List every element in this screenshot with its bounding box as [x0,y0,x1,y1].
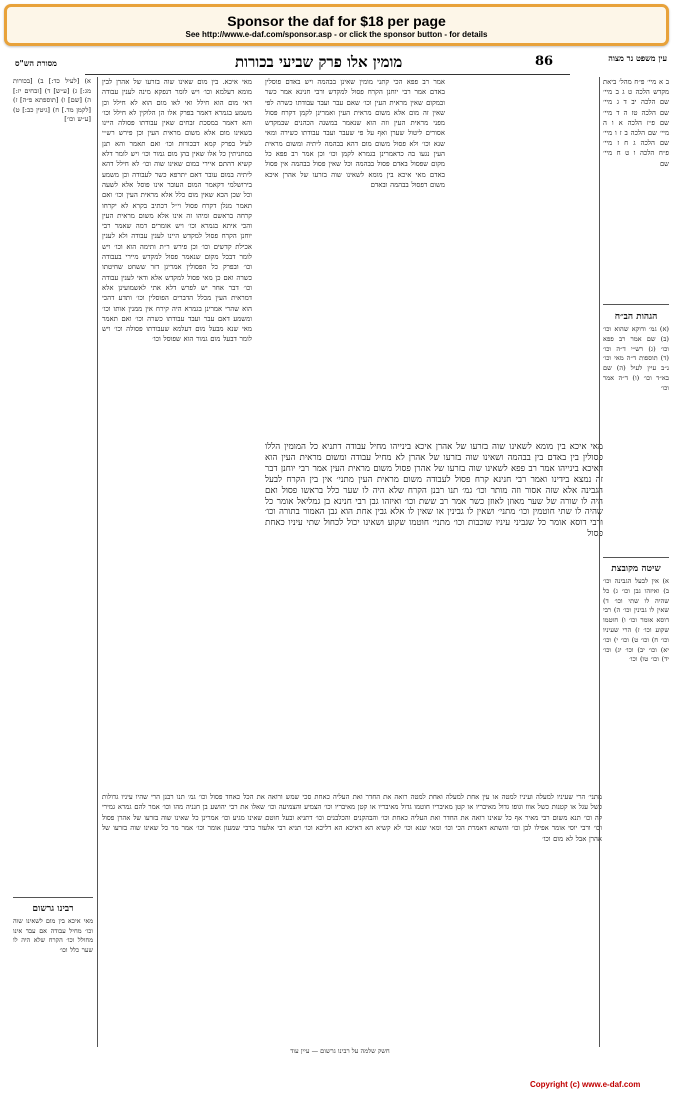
rashi-text: אמר רב פפא הכי קתני מומין שאינן בבהמה ויש באדם פוסלין באדם אמר רבי יוחנן הקרח פסול למקדש ורבי חנינא אמר כשר ובמקום שאין מראית העין וכו׳ שאם עבר ועבד עבודתו כשרה לפי שאין זה מום אלא משום מראית העין ואמרינן לקמן דקרח פסול מפני מראית העין וזה הוא שנאמר במשנה הכהנים שבמקדש אסורים ליטול שערן ואף על פי שעבר ועבד עבודתו כשירה ומאי שנא וכו׳ ולא פסול משום מום דהא בבהמה ליתיה ומשום מראית העין נגעו בה כדאמרינן בגמרא לקמן וכו׳ וכן אמר רב פפא כל מקום שפסול באדם פסול בבהמה וכל שאין פסול בבהמה אין פסול באדם מאי איכא בין מומא לשאינו שוה בזרעו של אהרן איכא משום דפסול בבהמה ובאדם [265,78,445,189]
header-rule [85,74,570,75]
section-divider [13,897,93,898]
tosafot-text: מאי איכא. בין מום שאינו שוה בזרעו של אהרן לבין מומא דעלמא וכו׳ ויש לומר דנפקא מינה לענין עבודה דאי מום הוא חילל ואי לאו מום הוא לא חילל וכן משמע בגמרא דאמר בפרק אלו הן הלוקין לא חילל וכו׳ והא דאמר במסכת זבחים שאין עבודתו פסולה היינו בשאינו מום אלא משום מראית העין וכן פירש רש״י לעיל בפרק קמא דבכורות וכו׳ ואם תאמר והא תנן במתניתין כל אלו שאין בהן מום גמור וכו׳ ויש לומר דלא קשיא דהתם איירי במום שאינו שוה וכו׳ לא חילל דהא ליתיה במום עובר דאם יתרפא כשר לעבודה וכן משמע בירושלמי דקאמר המום העובר אינו פוסל אלא לשעה וכל שכן הכא שאין מום כלל אלא מראית העין וכו׳ ואם תאמר מנלן דקרח פסול וי״ל דכתיב בקרא לא יקרחו קרחה בראשם ומיהו זה אינו אלא משום מראית העין והכי איתא בגמרא וכו׳ ויש אומרים דמה שאמר רבי יוחנן הקרח פסול למקדש היינו לענין עבודה ולא לענין אכילת קדשים וכו׳ וכן פירש ר״ת ותימה הוא וכו׳ ויש לומר דבכל מקום שנאמר פסול למקדש מיירי בעבודה וכו׳ ובפרק כל הפסולין אמרינן דזר ששחט שחיטתו כשרה ואם כן מאי פסול למקדש אלא ודאי לענין עבודה וכו׳ דבר אחר יש לפרש דלא אתי לאשמועינן אלא דמראית העין מכלל הדברים הפוסלין וכו׳ ותדע דהכי הוא שהרי אמרינן בגמרא היה קירח אין ממנין אותו וכו׳ ומשמע דאם עבר ועבד עבודתו כשרה וכו׳ ואם תאמר מאי שנא מבעל מום דעלמא שעבודתו פסולה וכו׳ ויש לומר דבעל מום גמור הוא שפוסל וכו׳ [102,78,252,344]
page-title: מומין אלו פרק שביעי בכורות [235,53,403,71]
rg-title: רבינו גרשום [32,904,74,914]
gemara-column [265,442,603,787]
ein-mishpat-text: ב א מיי׳ פ״ח מהל׳ ביאת מקדש הלכה ט ג ב מיי׳ שם הלכה יב ד ג מיי׳ שם הלכה טז ה ד מיי׳ שם פ״ז הלכה א ו ה מיי׳ שם הלכה ב ז ו מיי׳ שם הלכה ג ח ז מיי׳ פ״ח הלכה ו ט ח מיי׳ שם [603,78,669,168]
column-divider [599,77,600,1047]
shita-title: שיטה מקובצת [611,564,661,574]
column-divider [97,77,98,1047]
section-divider [603,304,669,305]
page-header [5,52,670,74]
hagahot-title: הגהות הב״ח [614,312,658,322]
rashi-column [265,77,445,432]
section-divider [603,557,669,558]
commentary-bottom [102,792,602,1047]
sponsor-title[interactable]: Sponsor the daf for $18 per page [227,13,446,29]
footnote: חשק שלמה על רבינו גרשום — עיין עוד [290,1047,390,1055]
talmud-page [5,52,670,1074]
mesoret-column [13,77,91,697]
shita-column [603,562,669,1042]
sponsor-banner[interactable] [4,4,669,46]
left-header: מסורת הש"ס [15,58,57,68]
rg-text: מאי איכא בין מום לשאינו שוה וכו׳ מחיל עבודה אם עבד אינו מחולל וכו׳ הקרח שלא היה לו שער כלל וכו׳ [13,917,93,954]
hagahot-column [603,310,669,555]
page-number: 86 [535,54,554,69]
copyright-text[interactable]: Copyright (c) www.e-daf.com [530,1080,641,1089]
mesoret-text: א) [לעיל כד:] ב) [בכורות מג:] ג) [ע״ש] ד) [זבחים יז:] ה) [שם] ו) [תוספתא פ״ה] ז) [לקמן מד.] ח) [גיטין כב:] ט) [ע״ש וכו׳] [13,77,91,124]
sponsor-subtitle[interactable]: See http://www.e-daf.com/sponsor.asp - or click the sponsor button - for details [185,30,488,39]
right-header: עין משפט נר מצוה [608,53,667,63]
shita-text: א) אין לבעל הגבינה וכו׳ ב) ואיזהו גבן וכו׳ ג) כל שהיה לו שתי וכו׳ ד) שאין לו גבינין וכו׳ ה) רבי דוסא אומר וכו׳ ו) חוטמו שקוע וכו׳ ז) הרי שעיניו וכו׳ ח) וכו׳ ט) וכו׳ י) וכו׳ יא) וכו׳ יב) וכו׳ יג) וכו׳ יד) וכו׳ טו) וכו׳ [603,577,669,664]
ein-mishpat-column [603,77,669,302]
bottom-text: מתני׳ הרי שעיניו למעלה ועיניו למטה או עין אחת למעלה ואחת למטה רואה את החדר ואת העליה כאחת סכי שמש ורואה את הכל כאחד פסול וכו׳ גמ׳ תנו רבנן הרי שהיו עיניו גדולות כשל עגל או קטנות כשל אווז וגופו גדול מאיבריו או קטן מאיבריו חוטמו גדול מאיבריו או קטן מאיבריו וכו׳ הצמיע והצמיעה וכו׳ שאלו את רבי יהושע בן חנניה מהו וכו׳ אמר להם גמרא גמירי לה וכו׳ תנא משום רבי מאיר אף כל שאינו רואה את החדר ואת העליה כאחת וכו׳ והבהקנים והכלבנים וכו׳ דתניא ובעל חוטם שאינו מגיע וכו׳ אמרינן כל שאינו שוה בזרעו של אהרן פסול וכו׳ ורבי יוסי אומר אפילו לבן וכו׳ והשתא דאמרת הכי וכו׳ ומאי שנא וכו׳ לא קשיא הא דאיכא הא דליכא וכו׳ תניא רבי אלעזר ברבי שמעון אומר וכו׳ אמר מר כל שאינו שוה בזרעו של אהרן אבל לא מום וכו׳ [102,793,602,843]
hagahot-text: (א) גמ׳ ודוקא שהוא וכו׳ (ב) שם אמר רב פפא וכו׳ (ג) רש״י ד״ה וכו׳ (ד) תוספות ד״ה מאי וכו׳ נ״ב עיין לעיל (ה) שם בא״ד וכו׳ (ו) ד״ה אמר וכו׳ [603,325,669,392]
rabbeinu-gershom-column [13,902,93,1047]
gemara-text: מאי איכא בין מומא לשאינו שוה בזרעו של אהרן איכא בינייהו מחיל עבודה דתניא כל המומין הללו פסולין בין באדם בין בבהמה ושאינו שוה בזרעו של אהרן לא מחיל עבודה ומשום מראית העין הוא דאיכא בינייהו אמר רב פפא לשאינו שוה בזרעו של אהרן פסול משום מראית העין אמר רבי יוחנן דבר זה נמצא בידינו ואמר רבי חנינא קרח פסול לעבודה משום מראית העין מתני׳ אין בין הקרח לבעל הגבינה אלא שזה אסור וזה מותר וכו׳ גמ׳ תנו רבנן הקרח שלא היה לו שער כלל בראשו פסול ואם היה לו שורה של שער מאוזן לאוזן כשר אמר רב ששת וכו׳ ואיזהו גבן רבי חנינא בן גמליאל אומר כל שהיה לו שתי חוטמין וכו׳ מתני׳ ושאין לו גבינין או שאין לו אלא גבין אחת הוא גבן האמור בתורה וכו׳ ורבי דוסא אומר כל שגביני עיניו שוכבות וכו׳ מתני׳ חוטמו שקוע ושאינו יכול לכחול שתי עיניו כאחת פסול [265,442,603,540]
